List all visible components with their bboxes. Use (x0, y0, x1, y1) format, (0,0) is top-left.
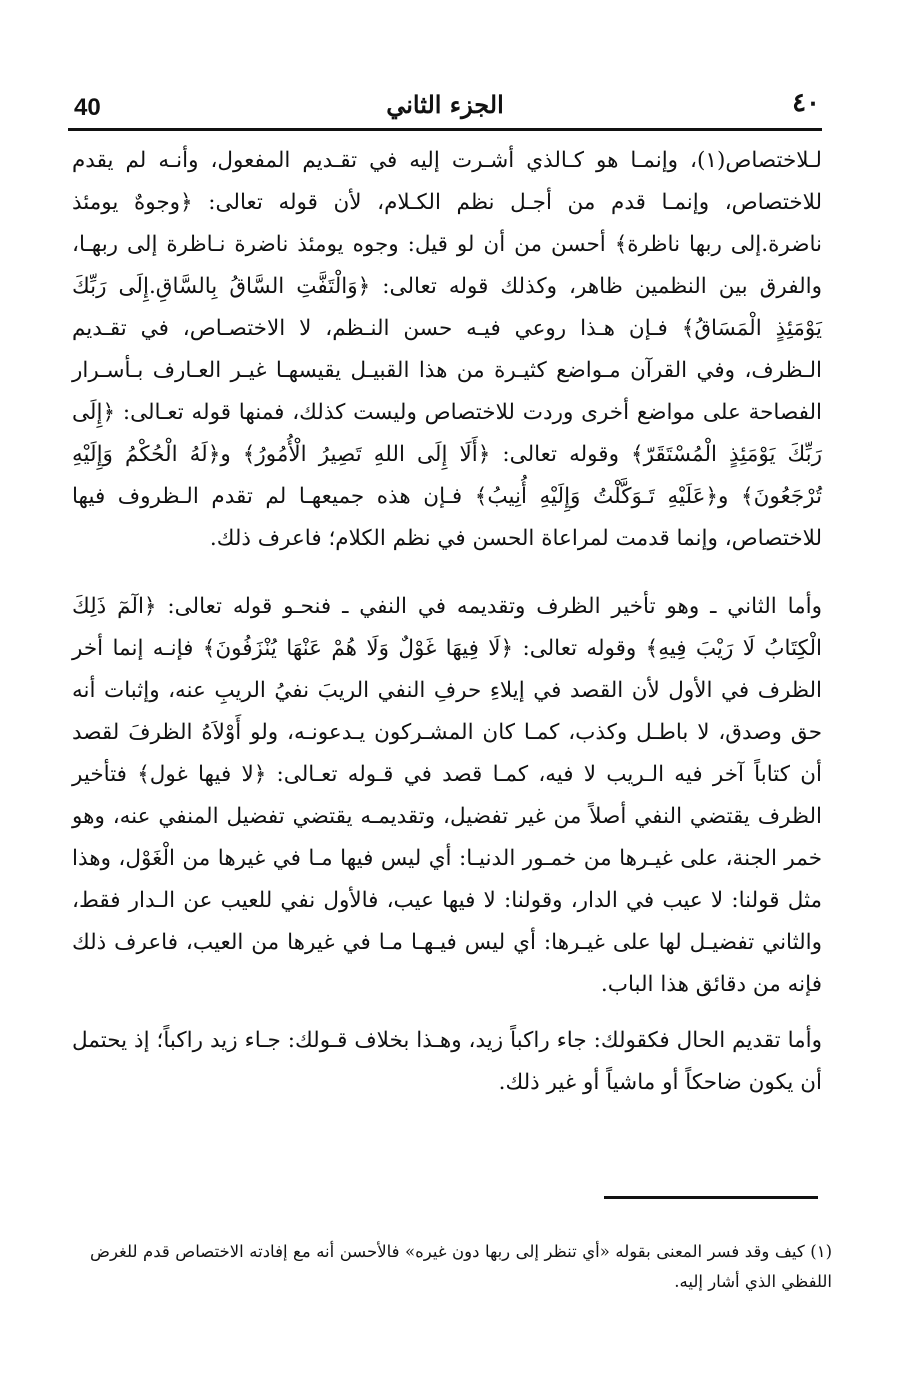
page-header (68, 88, 822, 128)
paragraph-2: وأما الثاني ـ وهو تأخير الظرف وتقديمه في النفي ـ فنحـو قوله تعالى: ﴿الٓمٓ ذَلِكَ الْكِتَابُ لَا رَيْبَ فِيهِ﴾ وقوله تعالى: ﴿لَا فِيهَا غَوْلٌ وَلَا هُمْ عَنْهَا يُنْزَفُونَ﴾ فإنـه إنما أخر الظرف في الأول لأن القصد في إيلاءِ حرفِ النفي الريبَ نفيُ الريبِ عنه، وإثبات أنه حق وصدق، لا باطـل وكذب، كمـا كان المشـركون يـدعونـه، ولو أَوْلاَهُ الظرفَ لقصد أن كتاباً آخر فيه الـريب لا فيه، كمـا قصد في قـوله تعـالى: ﴿لا فيها غول﴾ فتأخير الظرف يقتضي النفي أصلاً من غير تفضيل، وتقديمـه يقتضي تفضيل المنفي عنه، وهو خمر الجنة، على غيـرها من خمـور الدنيـا: أي ليس فيها مـا في غيرها من الْغَوْل، وهذا مثل قولنا: لا عيب في الدار، وقولنا: لا فيها عيب، فالأول نفي للعيب عن الـدار فقط، والثاني تفضيـل لها على غيـرها: أي ليس فيـهـا مـا في غيرها من العيب، فاعرف ذلك فإنه من دقائق هذا الباب. (72, 594, 822, 997)
page-title: الجزء الثاني (386, 90, 504, 119)
footnote: (١) كيف وقد فسر المعنى بقوله «أي تنظر إلى ربها دون غيره» فالأحسن أنه مع إفادته الاختصاص قدم للغرض اللفظي الذي أشار إليه. (90, 1241, 832, 1291)
main-text (72, 140, 822, 1104)
page-number-latin: 40 (74, 94, 101, 121)
paragraph-3: وأما تقديم الحال فكقولك: جاء راكباً زيد، وهـذا بخلاف قـولك: جـاء زيد راكباً؛ إذ يحتمل أن يكون ضاحكاً أو ماشياً أو غير ذلك. (72, 1028, 822, 1095)
paragraph-1: لـلاختصاص(١)، وإنمـا هو كـالذي أشـرت إليه في تقـديم المفعول، وأنـه لم يقدم للاختصاص، وإنمـا قدم من أجـل نظم الكـلام، لأن قوله تعالى: ﴿وجوهٌ يومئذ ناضرة.إلى ربها ناظرة﴾ أحسن من أن لو قيل: وجوه يومئذ ناضرة نـاظرة إلى ربهـا، والفرق بين النظمين ظاهر، وكذلك قوله تعالى: ﴿وَالْتَفَّتِ السَّاقُ بِالسَّاقِ.إِلَى رَبِّكَ يَوْمَئِذٍ الْمَسَاقُ﴾ فـإن هـذا روعي فيـه حسن النـظم، لا الاختصـاص، في تقـديم الـظرف، وفي القرآن مـواضع كثيـرة من هذا القبيـل يقيسهـا غيـر العـارف بـأسـرار الفصاحة على مواضع أخرى وردت للاختصاص وليست كذلك، فمنها قوله تعـالى: ﴿إِلَى رَبِّكَ يَوْمَئِذٍ الْمُسْتَقَرّ﴾ وقوله تعالى: ﴿أَلَا إِلَى اللهِ تَصِيرُ الْأُمُورُ﴾ و﴿لَهُ الْحُكْمُ وَإِلَيْهِ تُرْجَعُونَ﴾ و﴿عَلَيْهِ تَـوَكَّلْتُ وَإِلَيْهِ أُنِيبُ﴾ فـإن هذه جميعهـا لم تقدم الـظروف فيها للاختصاص، وإنما قدمت لمراعاة الحسن في نظم الكلام؛ فاعرف ذلك. (72, 148, 823, 551)
footnote-rule (604, 1196, 818, 1199)
page-number-arabic: ٤٠ (792, 88, 820, 118)
header-rule (68, 128, 822, 131)
